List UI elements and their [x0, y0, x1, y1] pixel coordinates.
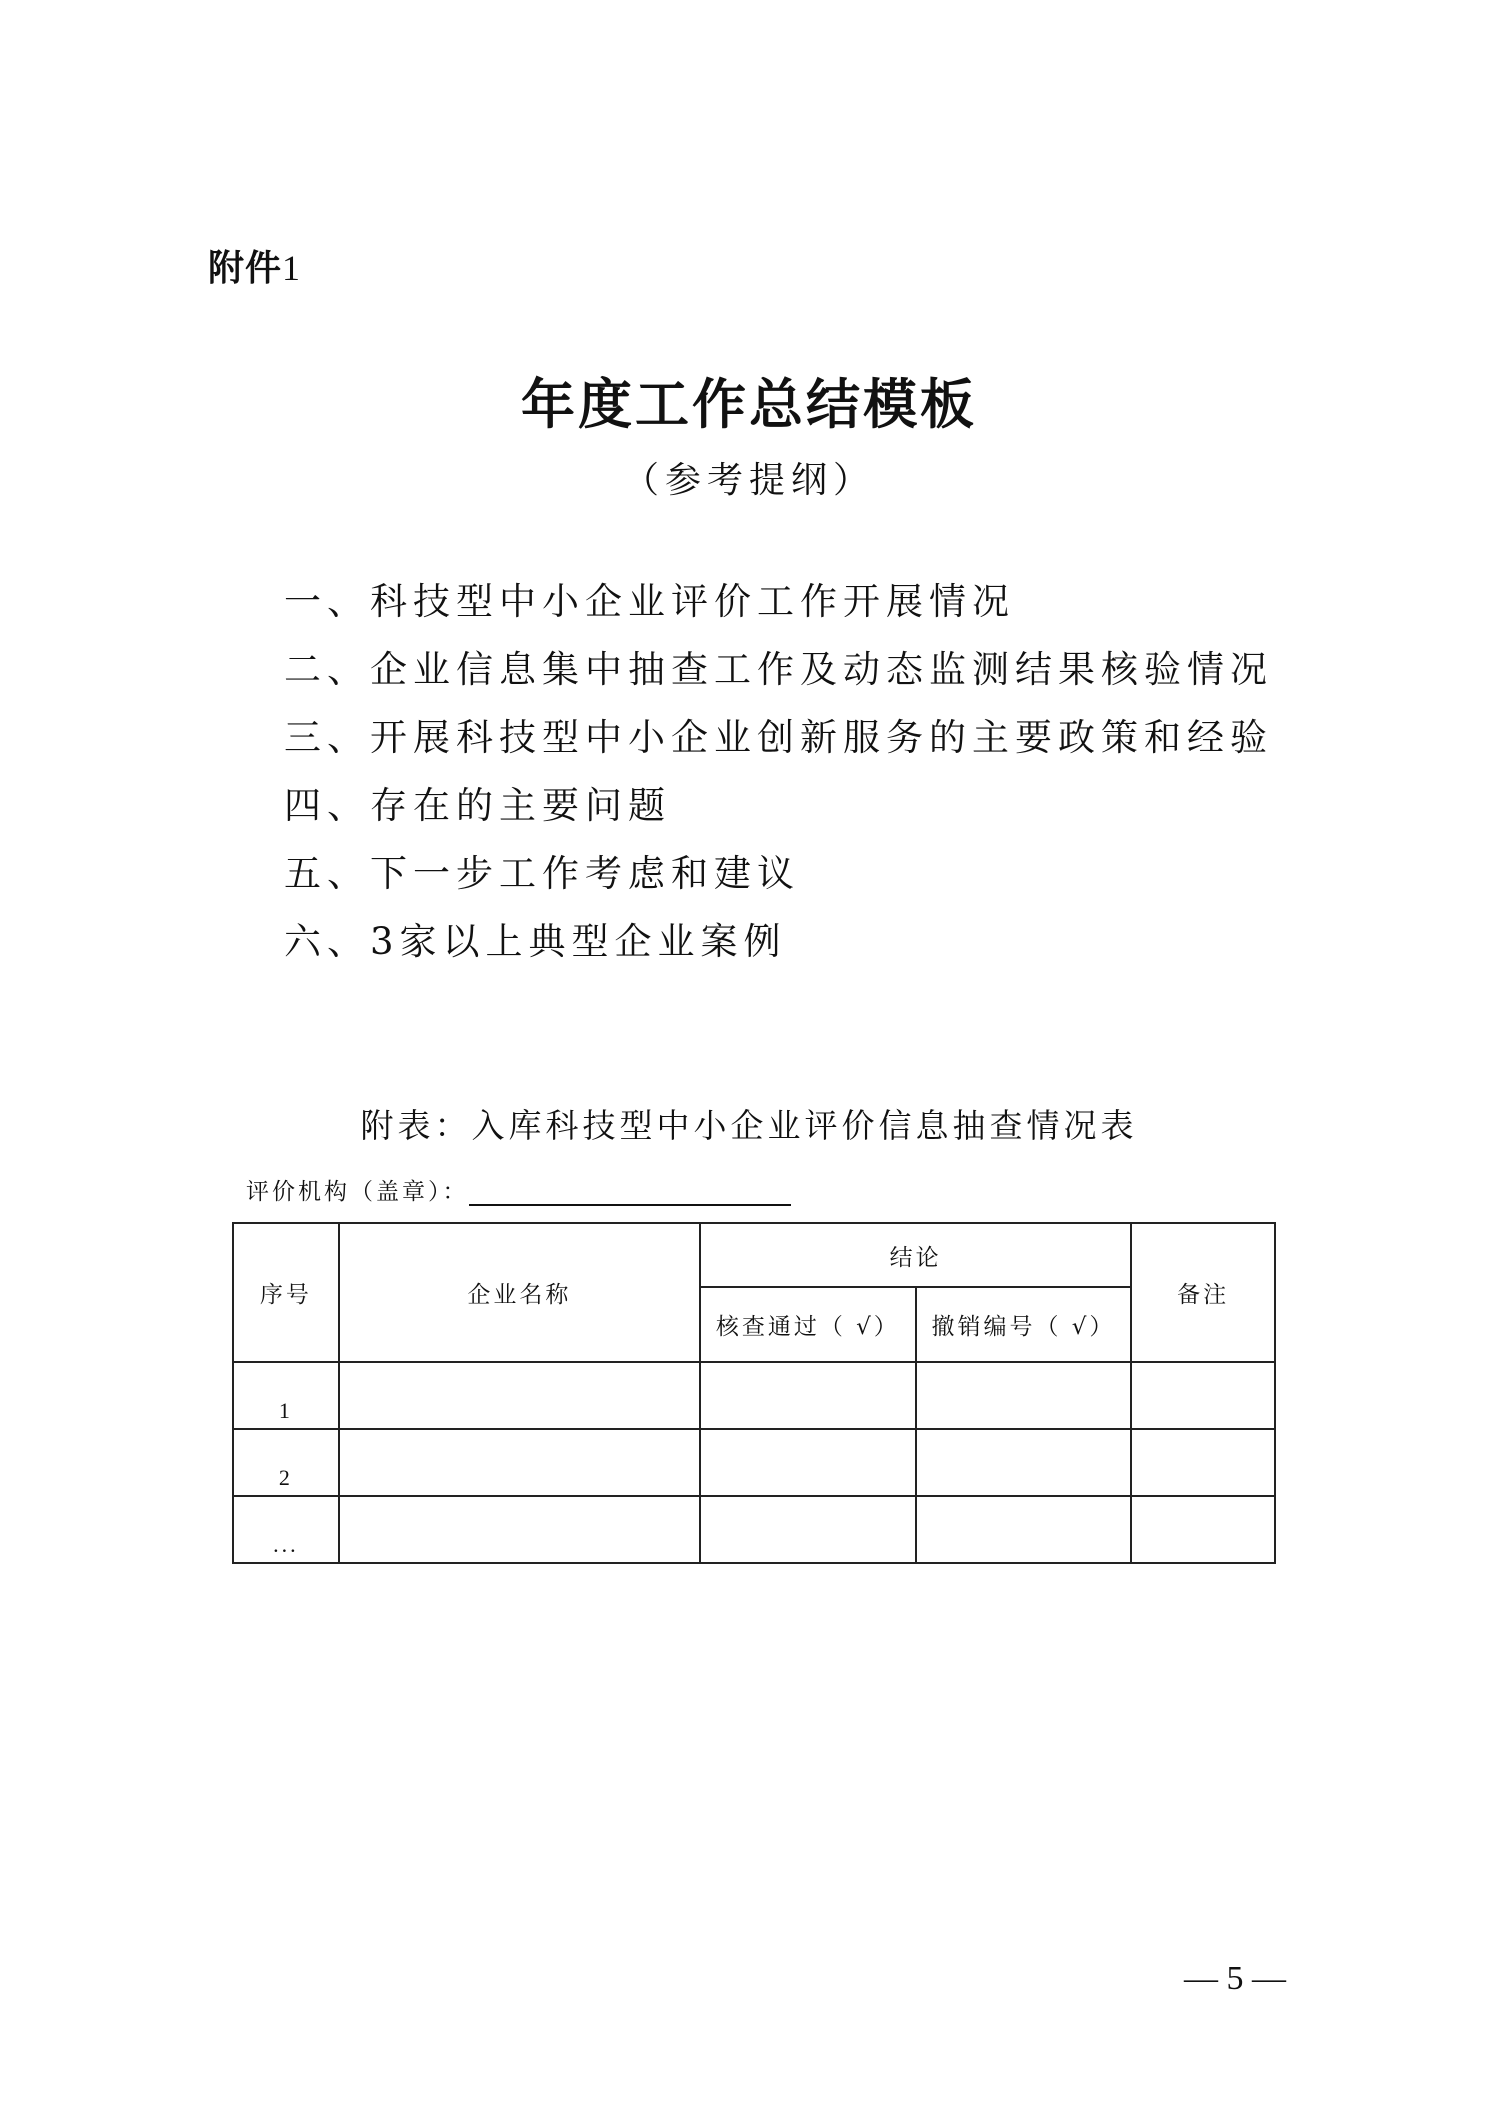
outline-item: 一、科技型中小企业评价工作开展情况 [284, 580, 1015, 623]
cell-remark [1131, 1496, 1275, 1563]
outline-item: 六、3家以上典型企业案例 [284, 920, 787, 963]
cell-revoked [916, 1362, 1132, 1429]
spot-check-table [232, 1222, 1276, 1564]
attachment-number: 1 [282, 248, 302, 288]
row-index: 1 [233, 1362, 339, 1429]
header-seq: 序号 [233, 1223, 339, 1362]
attachment-label [208, 240, 301, 291]
outline-item: 二、企业信息集中抽查工作及动态监测结果核验情况 [284, 648, 1273, 691]
cell-remark [1131, 1362, 1275, 1429]
cell-verified [700, 1496, 916, 1563]
org-label: 评价机构（盖章）： [246, 1179, 469, 1205]
page-number: — 5 — [1184, 1960, 1286, 1997]
header-company: 企业名称 [339, 1223, 700, 1362]
org-stamp-line [246, 1173, 791, 1206]
outline-list [284, 568, 1273, 976]
cell-company [339, 1362, 700, 1429]
outline-item: 五、下一步工作考虑和建议 [284, 852, 800, 895]
cell-company [339, 1496, 700, 1563]
cell-remark [1131, 1429, 1275, 1496]
cell-company [339, 1429, 700, 1496]
document-subtitle: （参考提纲） [622, 460, 875, 501]
table-caption: 附表：入库科技型中小企业评价信息抽查情况表 [360, 1106, 1138, 1145]
header-conclusion: 结论 [700, 1223, 1131, 1287]
row-index: 2 [233, 1429, 339, 1496]
table-row [233, 1362, 1275, 1429]
document-title: 年度工作总结模板 [521, 372, 977, 436]
table-row [233, 1429, 1275, 1496]
attachment-label-text: 附件 [208, 248, 283, 289]
header-verified: 核查通过（ √） [700, 1287, 916, 1362]
org-fill-line [469, 1180, 791, 1206]
table-row [233, 1496, 1275, 1563]
outline-item: 三、开展科技型中小企业创新服务的主要政策和经验 [284, 716, 1273, 759]
cell-revoked [916, 1496, 1132, 1563]
header-remark: 备注 [1131, 1223, 1275, 1362]
cell-verified [700, 1429, 916, 1496]
outline-item: 四、存在的主要问题 [284, 784, 671, 827]
cell-revoked [916, 1429, 1132, 1496]
row-index: ... [233, 1496, 339, 1563]
header-revoked: 撤销编号（ √） [916, 1287, 1132, 1362]
table-header-row [233, 1223, 1275, 1287]
cell-verified [700, 1362, 916, 1429]
